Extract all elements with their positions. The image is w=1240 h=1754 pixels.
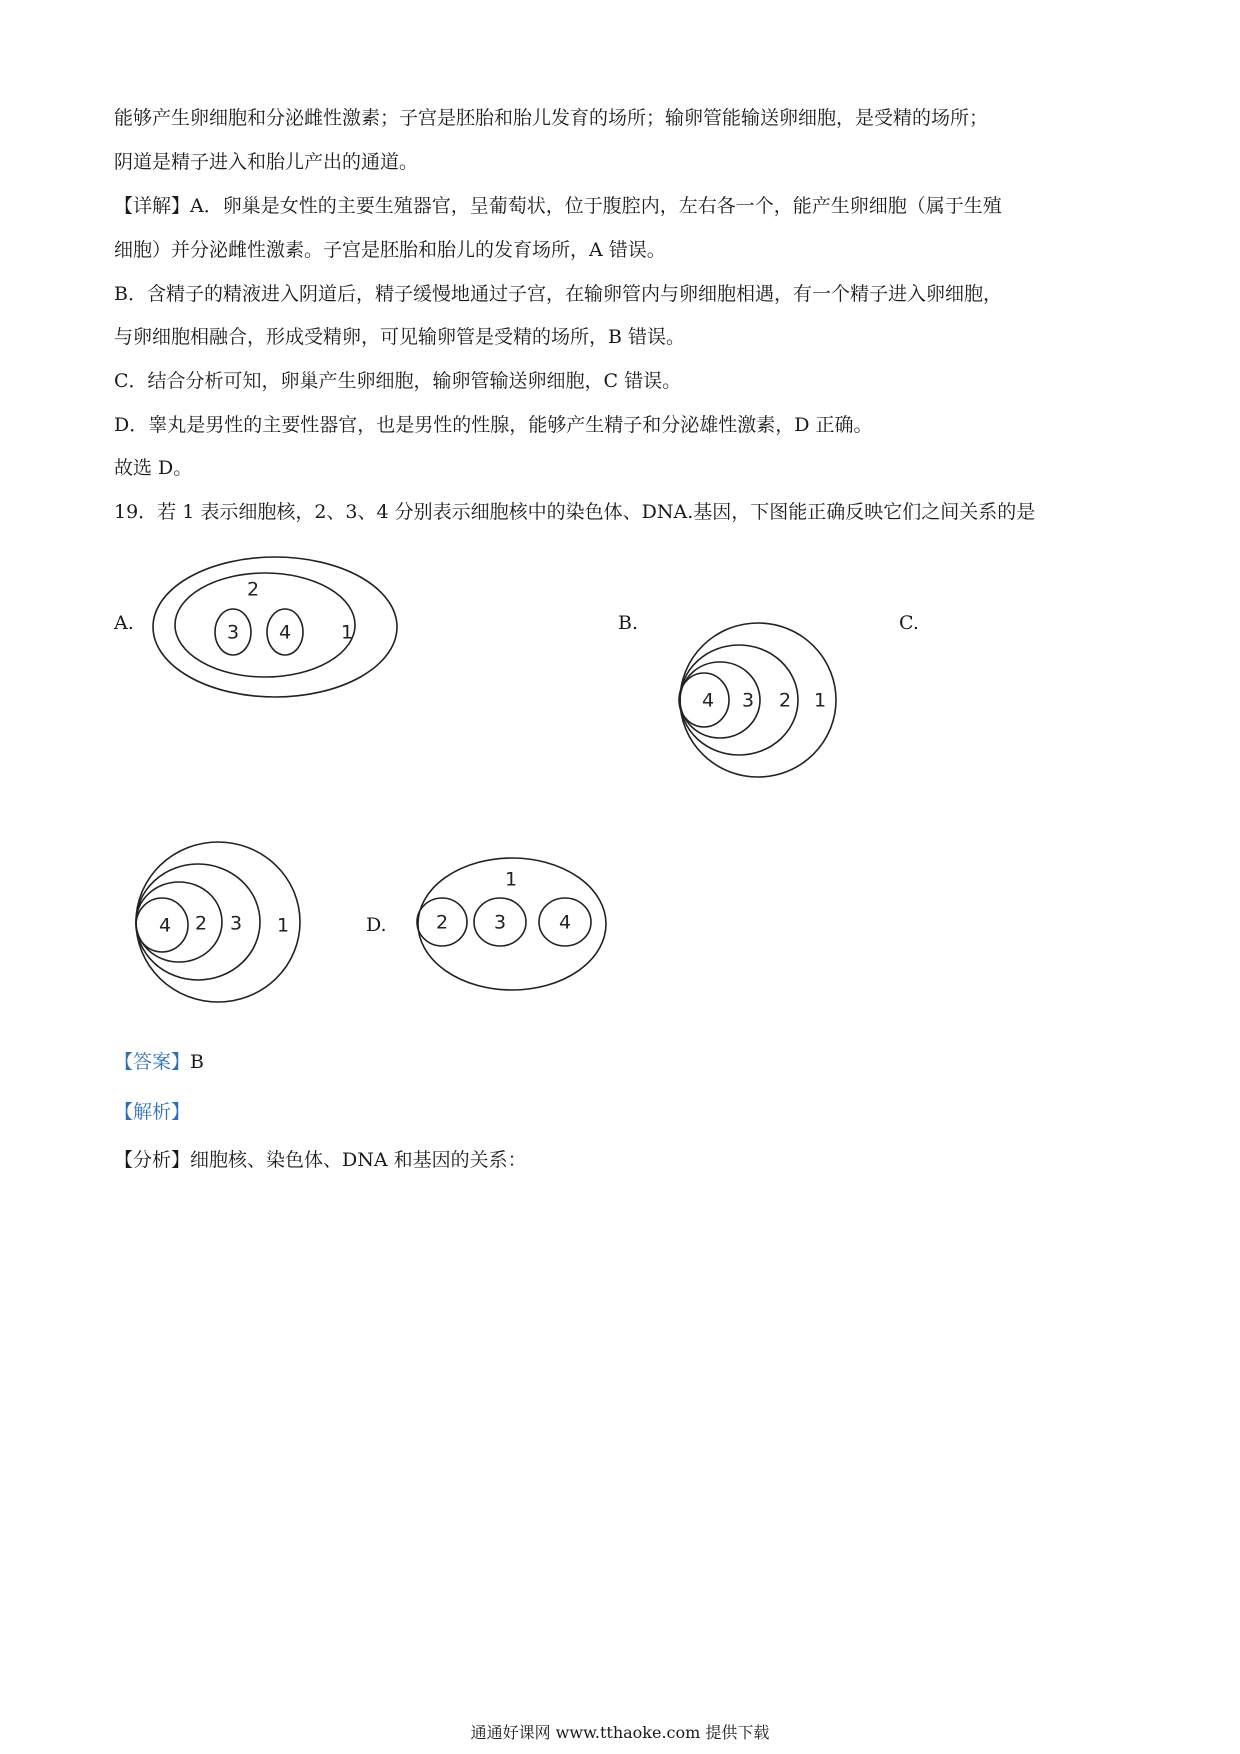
answer-value: B — [190, 1051, 204, 1073]
paragraph-7: C．结合分析可知，卵巢产生卵细胞，输卵管输送卵细胞，C 错误。 — [114, 370, 682, 392]
option-a-label: A. — [114, 612, 134, 634]
paragraph-5: B．含精子的精液进入阴道后，精子缓慢地通过子宫，在输卵管内与卵细胞相遇，有一个精子进入卵细胞， — [114, 283, 1002, 305]
analysis-tag: 【解析】 — [114, 1101, 191, 1123]
option-d-diagram — [415, 855, 610, 995]
paragraph-1: 能够产生卵细胞和分泌雌性激素；子宫是胚胎和胎儿发育的场所；输卵管能输送卵细胞，是受精的场所； — [114, 107, 989, 129]
label-2: 2 — [435, 911, 449, 934]
label-1: 1 — [276, 914, 290, 937]
label-3: 3 — [229, 912, 243, 935]
label-1: 1 — [504, 868, 518, 891]
answer-line — [114, 1050, 204, 1074]
question-19: 19．若 1 表示细胞核，2、3、4 分别表示细胞核中的染色体、DNA.基因，下图能正确反映它们之间关系的是 — [114, 501, 1036, 523]
ellipse-3 — [136, 882, 222, 962]
option-b-label: B. — [618, 612, 639, 634]
label-3: 3 — [741, 689, 755, 712]
paragraph-8: D．睾丸是男性的主要性器官，也是男性的性腺，能够产生精子和分泌雄性激素，D 正确。 — [114, 414, 873, 436]
label-4: 4 — [558, 911, 572, 934]
page-footer: 通通好课网 www.tthaoke.com 提供下载 — [470, 1723, 770, 1742]
label-2: 2 — [194, 912, 208, 935]
label-3: 3 — [493, 911, 507, 934]
analysis-line: 【分析】细胞核、染色体、DNA 和基因的关系： — [114, 1149, 527, 1171]
label-1: 1 — [813, 689, 827, 712]
option-b-diagram — [675, 620, 850, 780]
option-c-diagram — [133, 840, 308, 1005]
ellipse-2 — [175, 573, 355, 677]
paragraph-4: 细胞）并分泌雌性激素。子宫是胚胎和胎儿的发育场所，A 错误。 — [114, 239, 666, 261]
label-3: 3 — [226, 621, 240, 644]
label-4: 4 — [278, 621, 292, 644]
label-1: 1 — [340, 621, 354, 644]
paragraph-6: 与卵细胞相融合，形成受精卵，可见输卵管是受精的场所，B 错误。 — [114, 326, 686, 348]
label-2: 2 — [246, 578, 260, 601]
label-4: 4 — [701, 689, 715, 712]
paragraph-9: 故选 D。 — [114, 457, 193, 479]
label-4: 4 — [158, 914, 172, 937]
option-c-label: C. — [899, 612, 919, 634]
option-a-diagram — [150, 555, 400, 705]
paragraph-2: 阴道是精子进入和胎儿产出的通道。 — [114, 151, 419, 173]
label-2: 2 — [778, 689, 792, 712]
answer-tag: 【答案】 — [114, 1051, 191, 1073]
paragraph-3: 【详解】A．卵巢是女性的主要生殖器官，呈葡萄状，位于腹腔内，左右各一个，能产生卵细胞（属于生殖 — [114, 195, 1002, 217]
option-d-label: D. — [366, 914, 387, 936]
